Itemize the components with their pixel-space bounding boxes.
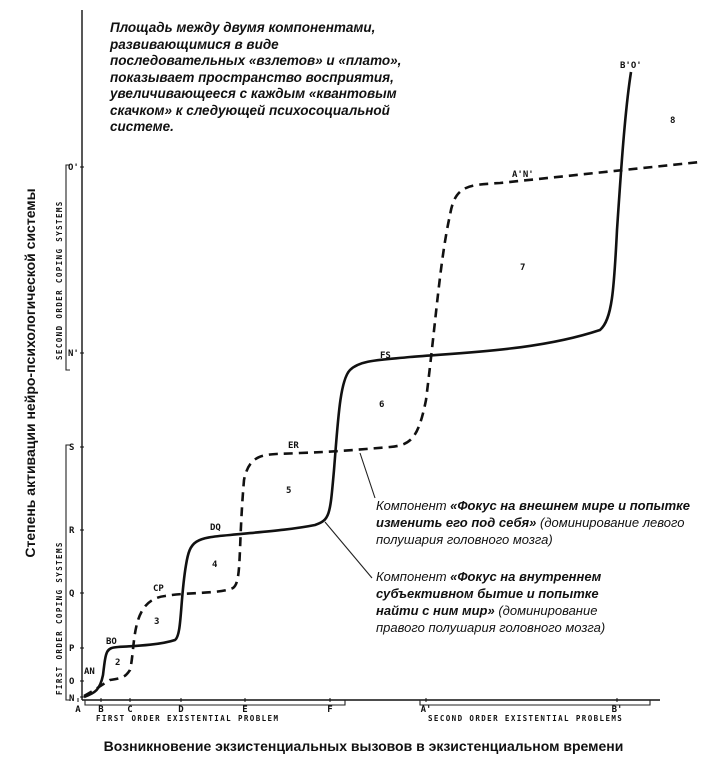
x-label: B — [98, 705, 104, 715]
y-label: N' — [68, 349, 79, 359]
x-label: C — [127, 705, 133, 715]
note-prefix: Компонент — [376, 498, 451, 513]
note-suffix: (доминирование правого полушария головного мозга) — [376, 603, 606, 635]
area-number: 4 — [212, 560, 218, 570]
note-pointers — [325, 453, 375, 578]
diagram-caption: Площадь между двумя компонентами, развивающимися в виде последовательных «взлетов» и «плато», показывает пространство восприятия, увеличивающееся с каждым «квантовым скачком» к следующей психосоциальной системе. — [110, 20, 402, 134]
x-axis-title: Возникновение экзистенциальных вызовов в экзистенциальном времени — [103, 738, 624, 754]
inner-component-note — [376, 568, 636, 636]
y-group-second-order: SECOND ORDER COPING SYSTEMS — [55, 200, 64, 360]
y-label: S — [69, 443, 75, 453]
area-number: 5 — [286, 486, 292, 496]
y-label: Q — [69, 589, 75, 599]
y-label: P — [69, 644, 75, 654]
x-group-second-order: SECOND ORDER EXISTENTIAL PROBLEMS — [428, 714, 624, 723]
area-number: 2 — [115, 658, 121, 668]
stage-label: CP — [153, 584, 164, 594]
y-group-first-order: FIRST ORDER COPING SYSTEMS — [55, 541, 64, 695]
y-label: O — [69, 677, 75, 687]
outer-component-note — [376, 497, 721, 548]
x-label: B' — [611, 705, 623, 715]
x-label: E — [242, 705, 248, 715]
y-axis-title: Степень активации нейро-психологической системы — [22, 188, 38, 558]
pointer-inner-component — [325, 522, 372, 578]
note-prefix: Компонент — [376, 569, 451, 584]
y-label: N — [69, 694, 75, 704]
stage-label: ER — [288, 441, 299, 451]
x-label: F — [327, 705, 333, 715]
y-labels — [68, 163, 79, 704]
note-bold: «Фокус на внутреннем субъективном бытие и попытке найти с ним мир» — [376, 569, 602, 618]
y-label: O' — [68, 163, 79, 173]
x-label: D — [178, 705, 184, 715]
bracket-second-order-coping — [66, 165, 70, 370]
stage-label: DQ — [210, 523, 221, 533]
y-label: R — [69, 526, 75, 536]
pointer-outer-component — [360, 453, 375, 498]
stage-label: AN — [84, 667, 95, 677]
x-label: A' — [420, 705, 432, 715]
stage-label: A'N' — [512, 170, 534, 180]
area-number: 6 — [379, 400, 385, 410]
area-number: 3 — [154, 617, 160, 627]
bracket-first-order-problem — [85, 700, 345, 705]
stage-label: BO — [106, 637, 117, 647]
x-label: A — [75, 705, 81, 715]
stage-label: B'O' — [620, 61, 642, 71]
bracket-first-order-coping — [66, 445, 70, 700]
area-number: 7 — [520, 263, 526, 273]
note-suffix: (доминирование левого полушария головного мозга) — [376, 515, 685, 547]
stage-label: FS — [380, 351, 391, 361]
note-bold: «Фокус на внешнем мире и попытке изменить его под себя» — [376, 498, 691, 530]
area-number: 8 — [670, 116, 676, 126]
x-group-first-order: FIRST ORDER EXISTENTIAL PROBLEM — [96, 714, 280, 723]
